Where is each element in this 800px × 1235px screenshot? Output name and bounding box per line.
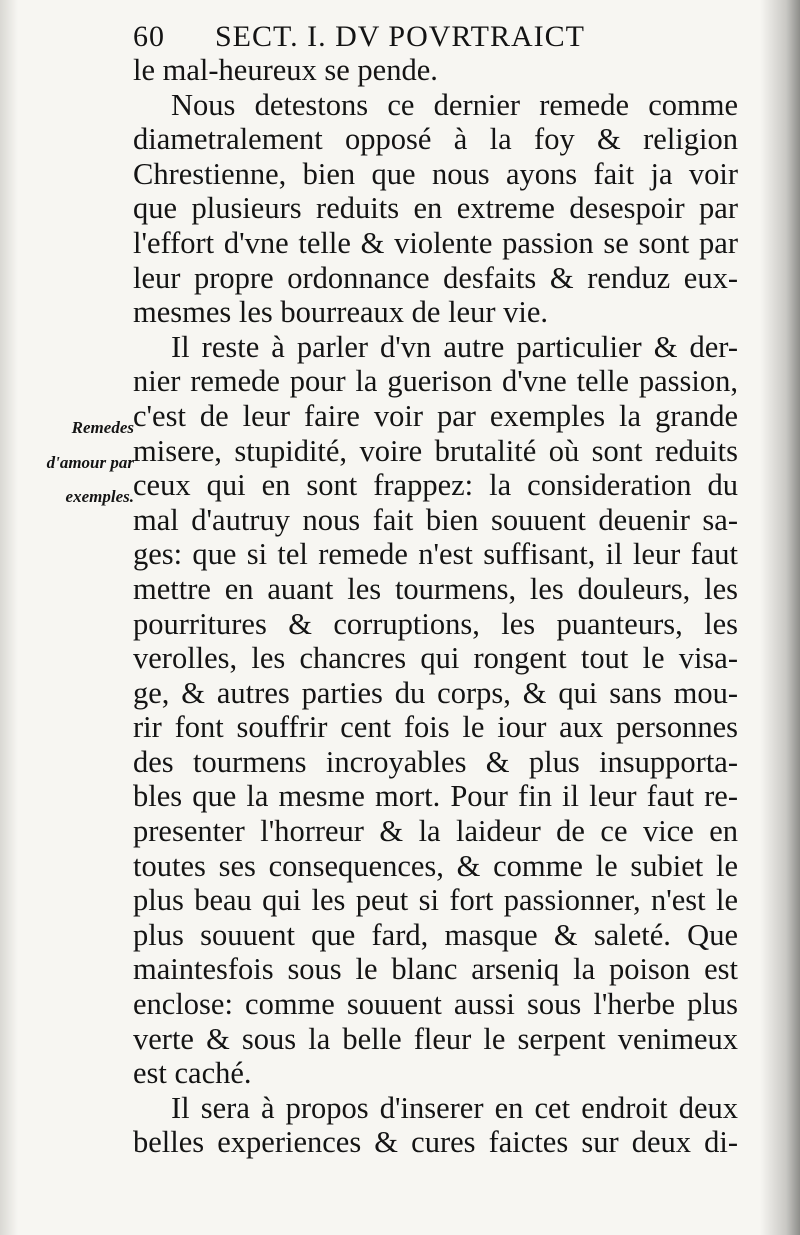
text-line: plus beau qui les peut si fort passionner, n'est le (133, 883, 738, 918)
page-gutter-shadow (0, 0, 18, 1235)
text-line: Chrestienne, bien que nous ayons fait ja voir (133, 156, 738, 191)
body-text (133, 53, 738, 1160)
text-line: leur propre ordonnance desfaits & renduz eux- (133, 260, 738, 295)
marginal-note-line: Remedes (71, 418, 134, 437)
marginal-note-line: exemples. (65, 487, 134, 507)
page-number: 60 (133, 20, 165, 53)
text-line: bles que la mesme mort. Pour fin il leur faut re- (133, 779, 738, 814)
text-line: diametralement opposé à la foy & religion (133, 122, 738, 157)
text-line: Il reste à parler d'vn autre particulier & der- (171, 329, 738, 364)
text-line: pourritures & corruptions, les puanteurs, les (133, 606, 738, 641)
text-line: c'est de leur faire voir par exemples la grande (133, 398, 738, 433)
text-line: ceux qui en sont frappez: la consideration du (133, 468, 738, 503)
text-line: presenter l'horreur & la laideur de ce vice en (133, 814, 738, 849)
text-line: belles experiences & cures faictes sur deux di- (133, 1125, 738, 1160)
text-line: ge, & autres parties du corps, & qui sans mou- (133, 675, 738, 710)
text-line: mal d'autruy nous fait bien souuent deuenir sa- (133, 502, 738, 537)
text-line: enclose: comme souuent aussi sous l'herbe plus (133, 987, 738, 1022)
text-line: l'effort d'vne telle & violente passion se sont par (133, 225, 738, 260)
text-line: rir font souffrir cent fois le iour aux personnes (133, 710, 738, 745)
page-edge-shadow (760, 0, 800, 1235)
text-line: verolles, les chancres qui rongent tout le visa- (133, 641, 738, 676)
text-line: nier remede pour la guerison d'vne telle passion, (133, 364, 738, 399)
text-line: misere, stupidité, voire brutalité où sont reduits (133, 433, 738, 468)
text-line: mettre en auant les tourmens, les douleurs, les (133, 571, 738, 606)
marginal-note (14, 411, 134, 515)
text-line: toutes ses consequences, & comme le subiet le (133, 848, 738, 883)
text-line: des tourmens incroyables & plus insupporta- (133, 744, 738, 779)
text-line: plus souuent que fard, masque & saleté. Que (133, 917, 738, 952)
text-line: mesmes les bourreaux de leur vie. (133, 295, 548, 330)
text-line: verte & sous la belle fleur le serpent venimeux (133, 1021, 738, 1056)
text-line: Il sera à propos d'inserer en cet endroit deux (171, 1090, 738, 1125)
running-head (133, 20, 753, 54)
text-line: ges: que si tel remede n'est suffisant, il leur faut (133, 537, 738, 572)
running-title: SECT. I. DV POVRTRAICT (215, 20, 585, 53)
text-line: que plusieurs reduits en extreme desespoir par (133, 191, 738, 226)
marginal-note-line: d'amour par (46, 452, 134, 472)
text-line: Nous detestons ce dernier remede comme (171, 87, 738, 122)
text-line: est caché. (133, 1056, 252, 1091)
text-line: maintesfois sous le blanc arseniq la poison est (133, 952, 738, 987)
text-line: le mal-heureux se pende. (133, 53, 438, 87)
